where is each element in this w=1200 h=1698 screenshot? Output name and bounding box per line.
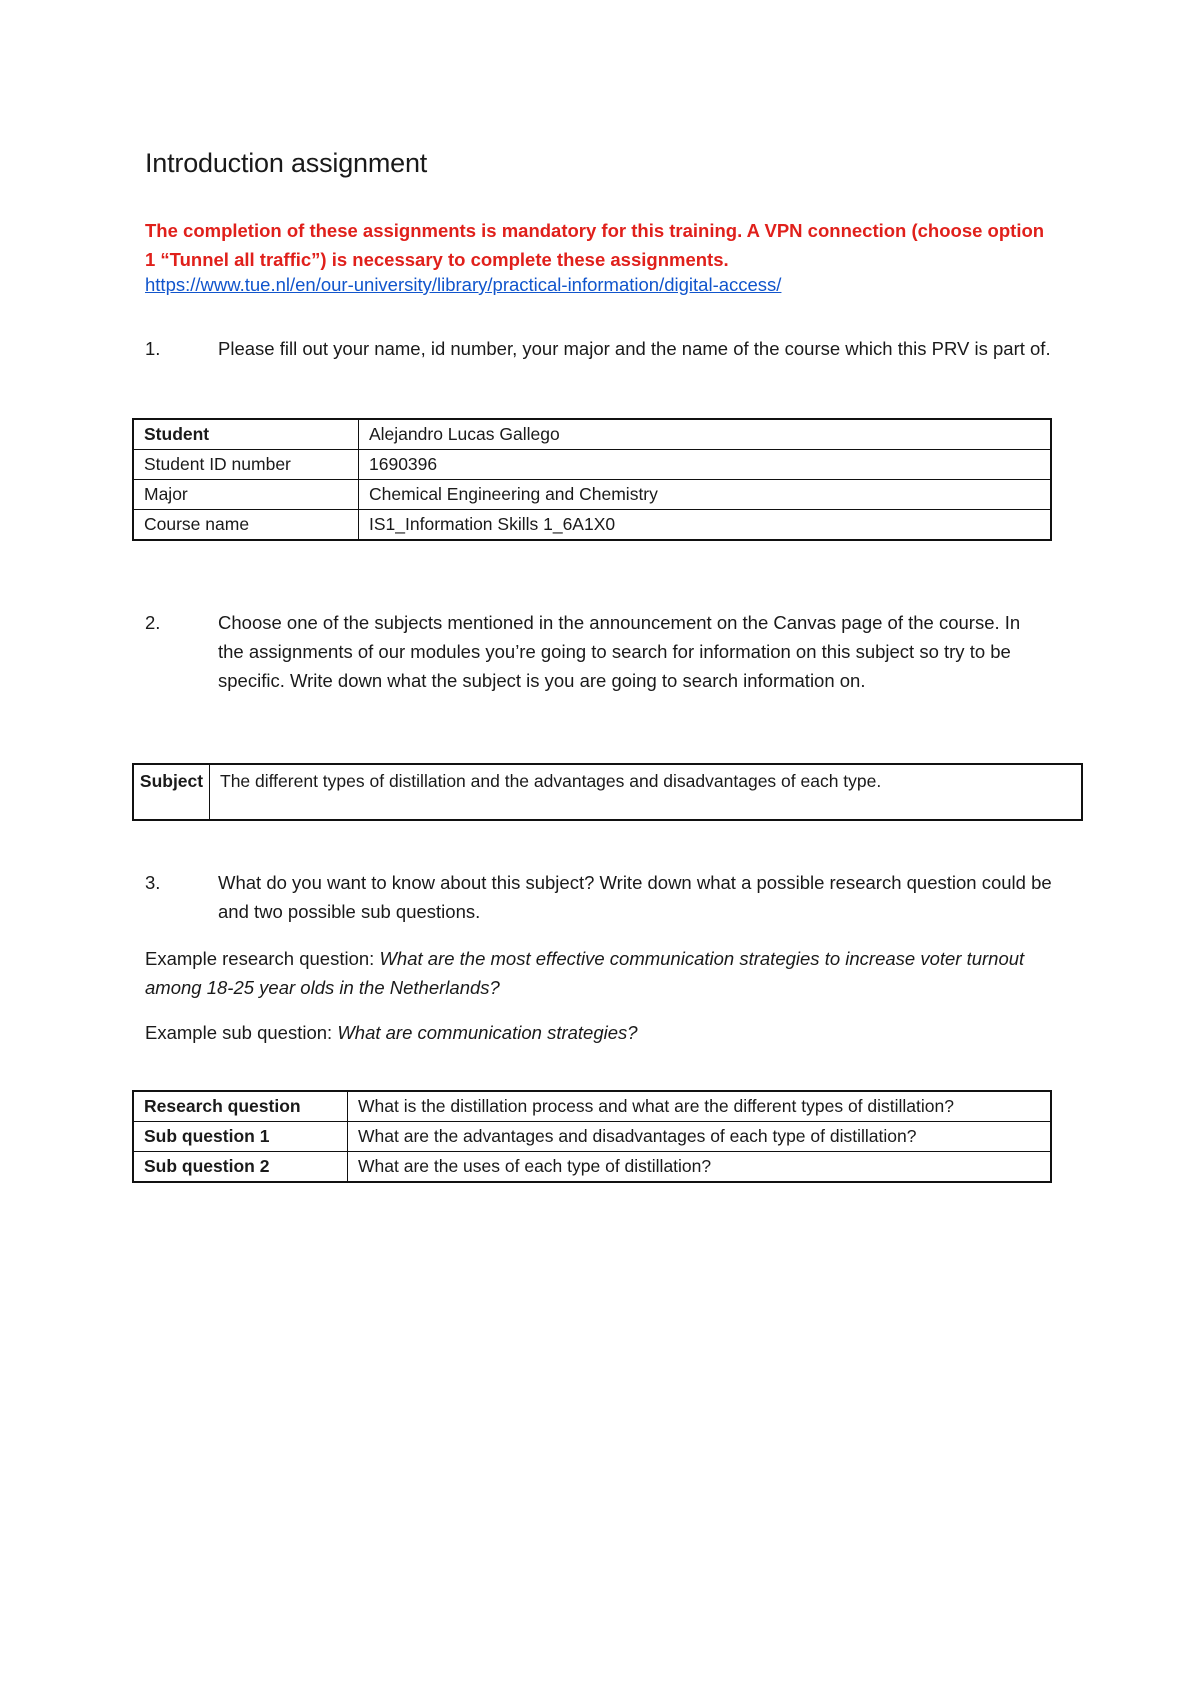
question-3-number: 3. — [145, 872, 161, 893]
table-row — [133, 510, 1051, 541]
page-title: Introduction assignment — [145, 148, 428, 178]
question-1-number: 1. — [145, 338, 161, 359]
mandatory-notice: The completion of these assignments is mandatory for this training. A VPN connection (choose option 1 “Tunnel all traffic”) is necessary to complete these assignments. — [145, 220, 1045, 270]
example-sub-text: What are communication strategies? — [337, 1022, 638, 1043]
student-id-value[interactable]: 1690396 — [359, 450, 1052, 480]
research-question-value[interactable]: What is the distillation process and what are the different types of distillation? — [348, 1091, 1052, 1122]
question-3-text: What do you want to know about this subject? Write down what a possible research question could be and two possible sub questions. — [218, 872, 1052, 922]
table-row — [133, 1122, 1051, 1152]
table-row — [133, 480, 1051, 510]
student-info-table — [132, 418, 1052, 541]
example-research-label: Example research question: — [145, 948, 380, 969]
table-row — [133, 764, 1082, 820]
student-label: Student — [133, 419, 359, 450]
course-name-label: Course name — [133, 510, 359, 541]
course-name-value[interactable]: IS1_Information Skills 1_6A1X0 — [359, 510, 1052, 541]
student-id-label: Student ID number — [133, 450, 359, 480]
example-sub-label: Example sub question: — [145, 1022, 338, 1043]
research-question-table — [132, 1090, 1052, 1183]
question-3 — [145, 868, 1080, 926]
subject-table — [132, 763, 1083, 821]
question-1 — [145, 334, 1065, 363]
question-2-number: 2. — [145, 612, 161, 633]
subject-label: Subject — [133, 764, 210, 820]
research-question-label: Research question — [133, 1091, 348, 1122]
table-row — [133, 1091, 1051, 1122]
major-label: Major — [133, 480, 359, 510]
question-2 — [145, 608, 1045, 695]
sub-question-2-value[interactable]: What are the uses of each type of distillation? — [348, 1152, 1052, 1183]
major-value[interactable]: Chemical Engineering and Chemistry — [359, 480, 1052, 510]
subject-value[interactable]: The different types of distillation and the advantages and disadvantages of each type. — [210, 764, 1083, 820]
sub-question-1-value[interactable]: What are the advantages and disadvantages of each type of distillation? — [348, 1122, 1052, 1152]
digital-access-link[interactable]: https://www.tue.nl/en/our-university/library/practical-information/digital-access/ — [145, 274, 782, 295]
example-sub-question — [145, 1018, 1065, 1047]
table-row — [133, 419, 1051, 450]
sub-question-1-label: Sub question 1 — [133, 1122, 348, 1152]
table-row — [133, 450, 1051, 480]
question-1-text: Please fill out your name, id number, your major and the name of the course which this PRV is part of. — [218, 338, 1051, 359]
example-research-question — [145, 944, 1065, 1002]
sub-question-2-label: Sub question 2 — [133, 1152, 348, 1183]
table-row — [133, 1152, 1051, 1183]
question-2-text: Choose one of the subjects mentioned in the announcement on the Canvas page of the course. In the assignments of our modules you’re going to search for information on this subject so try to be specific. Write down what the subject is you are going to search information on. — [218, 612, 1021, 691]
student-value[interactable]: Alejandro Lucas Gallego — [359, 419, 1052, 450]
example-research-text: What are the most effective communication strategies to increase voter turnout among 18-25 year olds in the Netherlands? — [145, 948, 1025, 998]
